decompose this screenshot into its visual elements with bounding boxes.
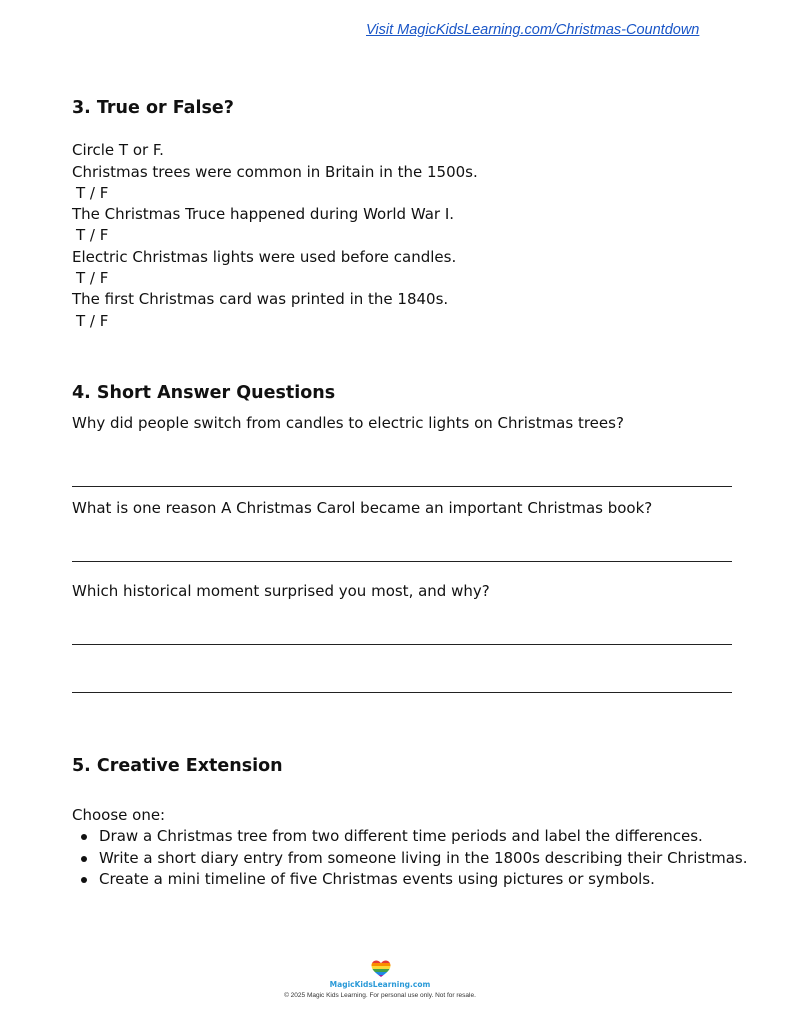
true-false-choice-4: T / F	[76, 312, 109, 330]
answer-line-1[interactable]	[72, 486, 732, 487]
short-answer-question-1: Why did people switch from candles to electric lights on Christmas trees?	[72, 414, 624, 432]
creative-option-text: Draw a Christmas tree from two different time periods and label the differences.	[99, 827, 703, 845]
true-false-statement-4: The first Christmas card was printed in the 1840s.	[72, 290, 449, 308]
short-answer-question-3: Which historical moment surprised you most, and why?	[72, 582, 490, 600]
true-false-statement-2: The Christmas Truce happened during World War I.	[72, 205, 455, 223]
bullet-icon	[81, 834, 87, 840]
creative-intro: Choose one:	[72, 806, 166, 824]
true-false-choice-2: T / F	[76, 226, 109, 244]
rainbow-heart-icon	[371, 960, 391, 978]
short-answer-question-2: What is one reason A Christmas Carol became an important Christmas book?	[72, 499, 653, 517]
true-false-choice-1: T / F	[76, 184, 109, 202]
section-heading-true-false: 3. True or False?	[72, 98, 234, 118]
list-item	[72, 869, 747, 891]
true-false-choice-3: T / F	[76, 269, 109, 287]
footer-copyright: © 2025 Magic Kids Learning. For personal use only. Not for resale.	[284, 992, 476, 999]
true-false-instruction: Circle T or F.	[72, 141, 164, 159]
answer-line-4[interactable]	[72, 692, 732, 693]
true-false-statement-1: Christmas trees were common in Britain in the 1500s.	[72, 163, 478, 181]
section-heading-creative-extension: 5. Creative Extension	[72, 756, 283, 776]
section-heading-short-answer: 4. Short Answer Questions	[72, 383, 336, 403]
website-link[interactable]: Visit MagicKidsLearning.com/Christmas-Countdown	[366, 22, 700, 38]
answer-line-3[interactable]	[72, 644, 732, 645]
list-item	[72, 826, 747, 848]
footer-brand[interactable]: MagicKidsLearning.com	[329, 980, 431, 989]
creative-options-list	[72, 826, 747, 891]
bullet-icon	[81, 856, 87, 862]
bullet-icon	[81, 877, 87, 883]
creative-option-text: Create a mini timeline of five Christmas events using pictures or symbols.	[99, 870, 655, 888]
true-false-statement-3: Electric Christmas lights were used before candles.	[72, 248, 457, 266]
creative-option-text: Write a short diary entry from someone living in the 1800s describing their Christmas.	[99, 848, 748, 867]
list-item	[72, 848, 747, 870]
answer-line-2[interactable]	[72, 561, 732, 562]
